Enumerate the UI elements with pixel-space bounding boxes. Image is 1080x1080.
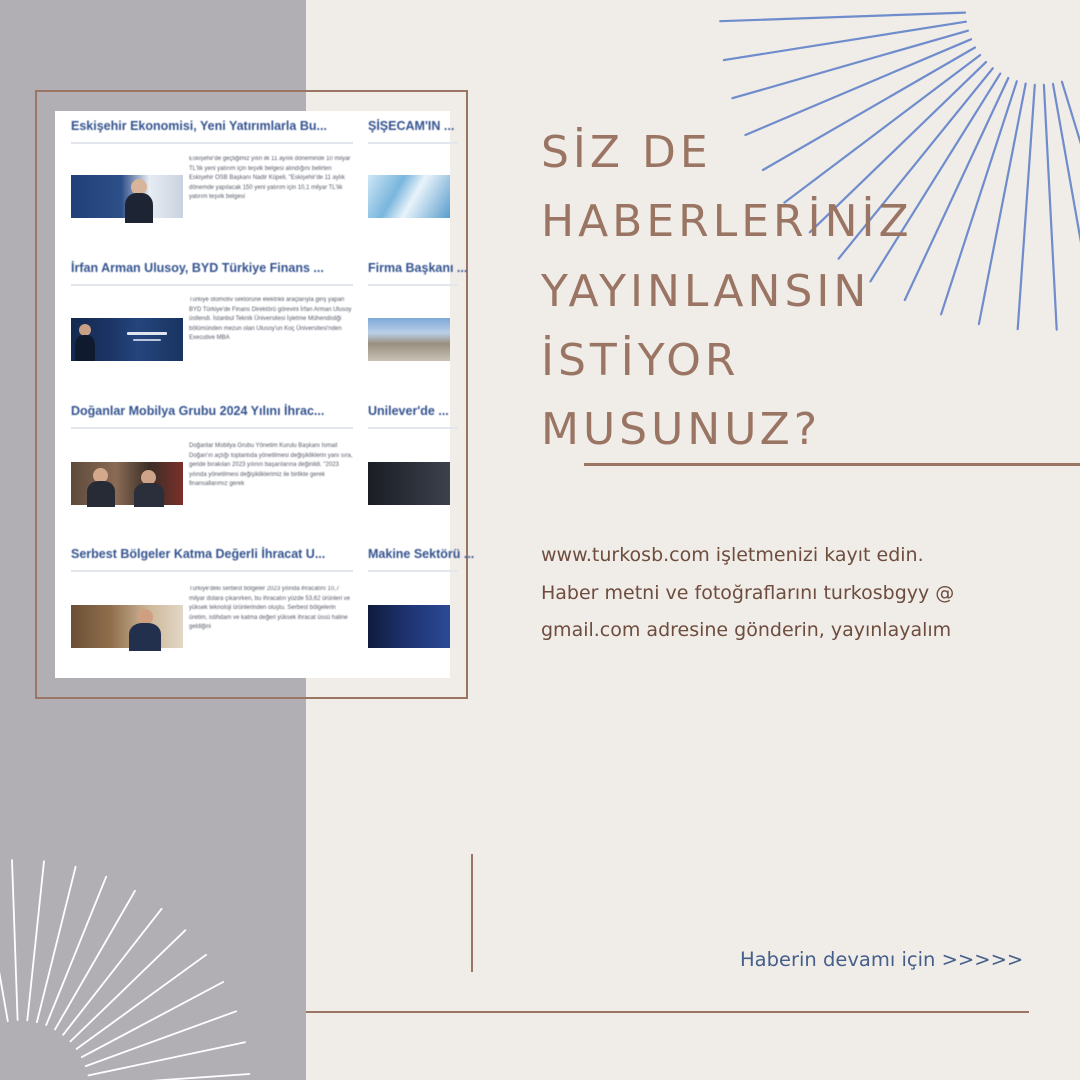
news-item-excerpt: Türkiye'deki serbest bölgeler 2023 yılında ihracatını 10,7 milyar dolara çıkarırken, bu ihracatın yüzde 53,62 ürünleri ve yüksek teknoloji ürünlerinden oluştu. Serbest bölgelerin üretim, istihdam ve katma değeri yüksek ihracat üssü haline geldiğini (189, 586, 351, 631)
sun-ray (86, 1011, 236, 1066)
news-item-excerpt: Doğanlar Mobilya Grubu Yönetim Kurulu Başkanı İsmail Doğan'ın açtığı toplantıda yönetilmesi değişikliklerin yanı sıra, geride bırakılan 2023 yılının başarılarına değinildi. "2023 yılında yönetilmesi değişikliklerimiz ile birlikte gerek finansallarımız gerek (189, 443, 353, 488)
news-item[interactable] (71, 261, 353, 391)
news-item-title[interactable]: Doğanlar Mobilya Grubu 2024 Yılını İhrac... (71, 404, 325, 418)
news-item-divider (368, 284, 458, 286)
news-item[interactable] (368, 261, 468, 391)
news-screenshot (55, 111, 475, 678)
sun-ray (70, 930, 185, 1041)
instructions-line: gmail.com adresine gönderin, yayınlayalım (541, 619, 952, 641)
news-item[interactable] (71, 547, 353, 677)
news-item-divider (368, 427, 458, 429)
news-thumbnail[interactable] (368, 318, 450, 361)
headline-line: SİZ DE (541, 127, 712, 178)
news-item-divider (71, 570, 353, 572)
sun-ray (89, 1042, 246, 1075)
sun-ray (720, 13, 965, 22)
news-thumbnail[interactable] (368, 175, 450, 218)
news-item-title[interactable]: Serbest Bölgeler Katma Değerli İhracat U... (71, 547, 326, 561)
sun-ray (979, 84, 1026, 325)
instructions-line: www.turkosb.com işletmenizi kayıt edin. (541, 544, 924, 566)
sun-ray (12, 860, 18, 1020)
news-thumbnail[interactable] (71, 605, 183, 648)
news-item-title[interactable]: Eskişehir Ekonomisi, Yeni Yatırımlarla Bu... (71, 119, 327, 133)
sun-ray (27, 861, 44, 1020)
news-item[interactable] (368, 119, 458, 249)
sun-ray (1062, 82, 1080, 316)
vertical-divider (471, 854, 473, 972)
instructions-line: Haber metni ve fotoğraflarını turkosbgyy @ (541, 581, 955, 604)
news-thumbnail[interactable] (368, 462, 450, 505)
news-item[interactable] (71, 119, 353, 249)
continue-reading-link[interactable]: Haberin devamı için >>>>> (740, 948, 1024, 971)
sun-ray (0, 864, 8, 1022)
instructions-text (541, 537, 954, 650)
news-thumbnail[interactable] (368, 605, 450, 648)
news-item-excerpt: Türkiye otomotiv sektörüne elektrikli araçlarıyla giriş yapan BYD Türkiye'de Finans Direktörü görevini İrfan Arman Ulusoy üstlendi. İstanbul Teknik Üniversitesi İşletme Mühendisliği bölümünden mezun olan Ulusoy'un Koç Üniversitesi'nden Executive MBA (189, 297, 352, 342)
sun-ray (63, 909, 162, 1035)
sun-ray (90, 1074, 250, 1080)
sun-ray (1018, 85, 1035, 329)
sun-ray (1053, 84, 1080, 325)
headline-line: İSTİYOR (541, 334, 740, 386)
news-item-divider (71, 142, 353, 144)
news-item-title[interactable]: Makine Sektörü ... (368, 547, 475, 561)
headline-line: HABERLERİNİZ (541, 196, 913, 248)
bottom-divider (306, 1011, 1029, 1013)
sun-ray (1044, 85, 1057, 330)
sun-ray (55, 891, 135, 1030)
news-item-divider (368, 570, 458, 572)
headline-line: YAYINLANSIN (541, 265, 871, 317)
news-item-title[interactable]: İrfan Arman Ulusoy, BYD Türkiye Finans ... (71, 261, 324, 275)
news-item-title[interactable]: Unilever'de ... (368, 404, 449, 418)
news-item[interactable] (368, 547, 475, 677)
news-item-divider (71, 284, 353, 286)
sunburst-bottom-left-decoration (0, 860, 230, 1080)
news-item-divider (71, 427, 353, 429)
news-thumbnail[interactable] (71, 175, 183, 218)
news-item[interactable] (71, 404, 353, 534)
news-thumbnail[interactable] (71, 318, 183, 361)
news-item-title[interactable]: ŞİŞECAM'IN ... (368, 119, 455, 133)
news-item-title[interactable]: Firma Başkanı ... (368, 261, 468, 275)
news-item-excerpt: Eskişehir'de geçtiğimiz yılın ilk 11 ayılık döneminde 10 milyar TL'lik yeni yatırım için teşvik belgesi alındığını belirten Eskişehir OSB Başkanı Nadir Küpeli, "Eskişehir'de 11 aylık dönemde yapılacak 150 yeni yatırım için 10,1 milyar TL'lik yatırım teşvik belgesi (189, 156, 351, 201)
headline (541, 118, 913, 464)
headline-divider (584, 463, 1080, 466)
news-item[interactable] (368, 404, 458, 534)
news-item-divider (368, 142, 458, 144)
headline-line: MUSUNUZ? (541, 404, 822, 456)
news-thumbnail[interactable] (71, 462, 183, 505)
